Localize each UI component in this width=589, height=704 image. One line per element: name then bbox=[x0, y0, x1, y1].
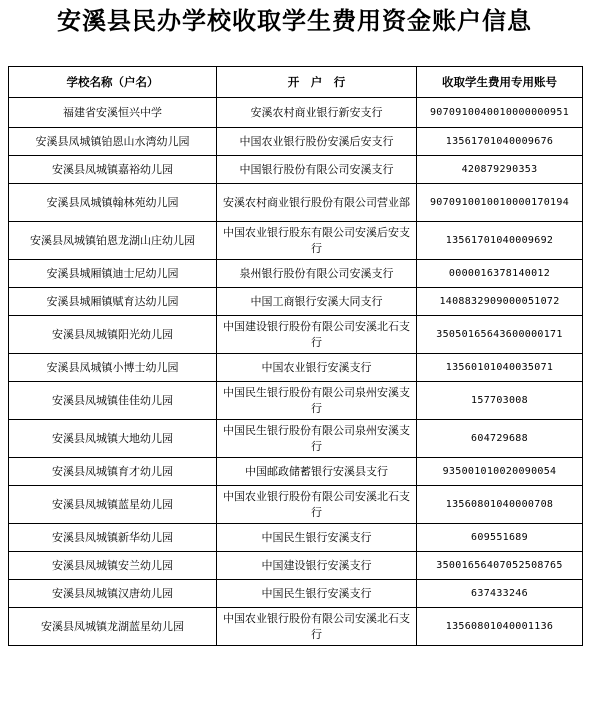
cell-account: 0000016378140012 bbox=[417, 260, 583, 288]
cell-account: 609551689 bbox=[417, 524, 583, 552]
table-row bbox=[9, 156, 583, 184]
cell-account: 420879290353 bbox=[417, 156, 583, 184]
header-school: 学校名称（户名） bbox=[9, 67, 217, 98]
cell-account: 13561701040009676 bbox=[417, 128, 583, 156]
table-row bbox=[9, 552, 583, 580]
header-account: 收取学生费用专用账号 bbox=[417, 67, 583, 98]
cell-school: 安溪县凤城镇安兰幼儿园 bbox=[9, 552, 217, 580]
cell-school: 福建省安溪恒兴中学 bbox=[9, 98, 217, 128]
table-row bbox=[9, 128, 583, 156]
cell-bank: 中国建设银行安溪支行 bbox=[217, 552, 417, 580]
cell-school: 安溪县城厢镇迪士尼幼儿园 bbox=[9, 260, 217, 288]
cell-account: 637433246 bbox=[417, 580, 583, 608]
cell-account: 13561701040009692 bbox=[417, 222, 583, 260]
table-row bbox=[9, 486, 583, 524]
cell-account: 13560101040035071 bbox=[417, 354, 583, 382]
account-table bbox=[8, 66, 583, 646]
cell-school: 安溪县凤城镇大地幼儿园 bbox=[9, 420, 217, 458]
table-row bbox=[9, 316, 583, 354]
table-row bbox=[9, 184, 583, 222]
cell-bank: 中国建设银行股份有限公司安溪北石支行 bbox=[217, 316, 417, 354]
cell-school: 安溪县凤城镇铂恩山水湾幼儿园 bbox=[9, 128, 217, 156]
table-row bbox=[9, 524, 583, 552]
cell-account: 13560801040000708 bbox=[417, 486, 583, 524]
cell-bank: 中国民生银行股份有限公司泉州安溪支行 bbox=[217, 382, 417, 420]
cell-account: 9070910040010000000951 bbox=[417, 98, 583, 128]
cell-account: 935001010020090054 bbox=[417, 458, 583, 486]
cell-bank: 中国邮政储蓄银行安溪县支行 bbox=[217, 458, 417, 486]
cell-bank: 中国农业银行股东有限公司安溪后安支行 bbox=[217, 222, 417, 260]
cell-school: 安溪县凤城镇嘉裕幼儿园 bbox=[9, 156, 217, 184]
table-row bbox=[9, 354, 583, 382]
cell-bank: 中国民生银行安溪支行 bbox=[217, 580, 417, 608]
cell-school: 安溪县凤城镇小博士幼儿园 bbox=[9, 354, 217, 382]
header-bank: 开 户 行 bbox=[217, 67, 417, 98]
table-row bbox=[9, 580, 583, 608]
cell-bank: 中国民生银行安溪支行 bbox=[217, 524, 417, 552]
cell-school: 安溪县凤城镇龙湖蓝星幼儿园 bbox=[9, 608, 217, 646]
cell-bank: 中国农业银行安溪支行 bbox=[217, 354, 417, 382]
page-title: 安溪县民办学校收取学生费用资金账户信息 bbox=[57, 7, 532, 35]
cell-bank: 泉州银行股份有限公司安溪支行 bbox=[217, 260, 417, 288]
cell-school: 安溪县凤城镇汉唐幼儿园 bbox=[9, 580, 217, 608]
cell-bank: 中国工商银行安溪大同支行 bbox=[217, 288, 417, 316]
cell-bank: 中国民生银行股份有限公司泉州安溪支行 bbox=[217, 420, 417, 458]
table-header-row bbox=[9, 67, 583, 98]
cell-account: 13560801040001136 bbox=[417, 608, 583, 646]
cell-account: 35001656407052508765 bbox=[417, 552, 583, 580]
cell-account: 1408832909000051072 bbox=[417, 288, 583, 316]
cell-bank: 安溪农村商业银行新安支行 bbox=[217, 98, 417, 128]
cell-school: 安溪县凤城镇新华幼儿园 bbox=[9, 524, 217, 552]
cell-account: 9070910010010000170194 bbox=[417, 184, 583, 222]
table-row bbox=[9, 260, 583, 288]
table-row bbox=[9, 420, 583, 458]
cell-account: 604729688 bbox=[417, 420, 583, 458]
cell-school: 安溪县凤城镇铂恩龙湖山庄幼儿园 bbox=[9, 222, 217, 260]
table-row bbox=[9, 382, 583, 420]
cell-bank: 安溪农村商业银行股份有限公司营业部 bbox=[217, 184, 417, 222]
table-row bbox=[9, 98, 583, 128]
table-row bbox=[9, 608, 583, 646]
cell-bank: 中国农业银行股份有限公司安溪北石支行 bbox=[217, 608, 417, 646]
cell-school: 安溪县凤城镇翰林苑幼儿园 bbox=[9, 184, 217, 222]
cell-account: 157703008 bbox=[417, 382, 583, 420]
table-row bbox=[9, 458, 583, 486]
cell-bank: 中国银行股份有限公司安溪支行 bbox=[217, 156, 417, 184]
table-row bbox=[9, 222, 583, 260]
cell-school: 安溪县凤城镇蓝星幼儿园 bbox=[9, 486, 217, 524]
cell-account: 35050165643600000171 bbox=[417, 316, 583, 354]
table-row bbox=[9, 288, 583, 316]
table-body bbox=[9, 98, 583, 646]
cell-school: 安溪县凤城镇育才幼儿园 bbox=[9, 458, 217, 486]
cell-bank: 中国农业银行股份安溪后安支行 bbox=[217, 128, 417, 156]
cell-school: 安溪县凤城镇佳佳幼儿园 bbox=[9, 382, 217, 420]
cell-school: 安溪县凤城镇阳光幼儿园 bbox=[9, 316, 217, 354]
cell-bank: 中国农业银行股份有限公司安溪北石支行 bbox=[217, 486, 417, 524]
cell-school: 安溪县城厢镇赋育达幼儿园 bbox=[9, 288, 217, 316]
